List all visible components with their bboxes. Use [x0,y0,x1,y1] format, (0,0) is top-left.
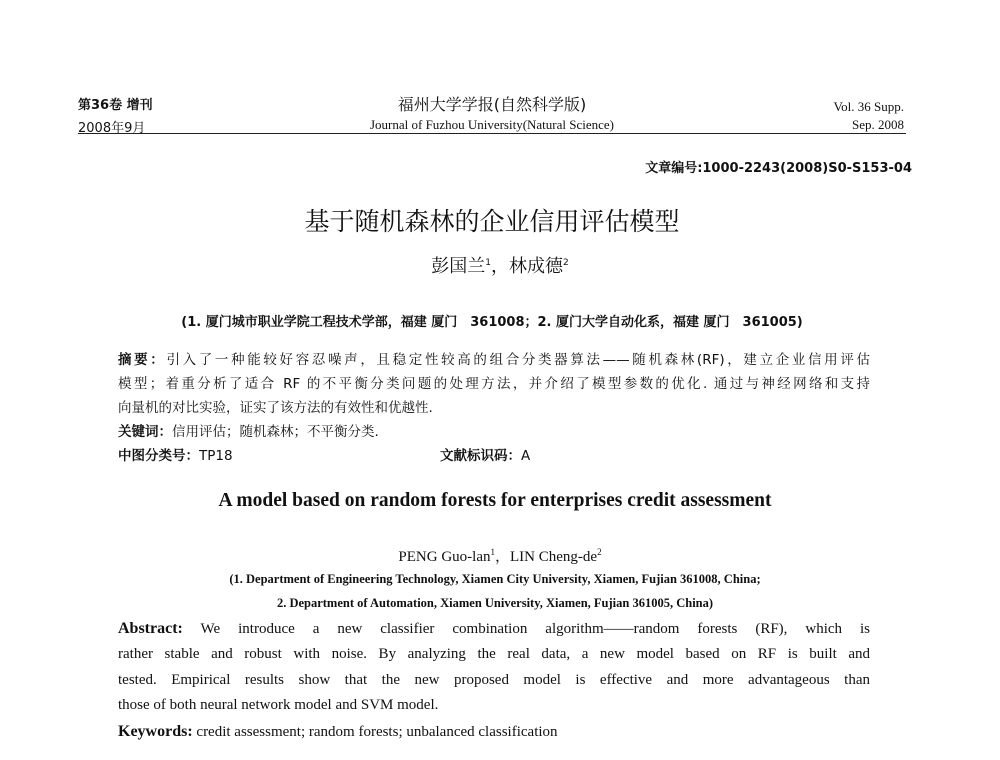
clc-number [118,444,233,464]
separator: ， [495,549,511,565]
abstract-line: rather stable and robust with noise. By analyzing the real data, a new model based on RF is built and [118,646,870,662]
abstract-line: tested. Empirical results show that the new proposed model is effective and more advantageous than [118,672,870,688]
article-number: 文章编号:1000-2243(2008)S0-S153-04 [645,161,912,176]
abstract-line [118,620,870,638]
doc-code-label: 文献标识码： [440,448,521,464]
affiliation-marker: 1 [490,547,495,557]
keywords-label: 关键词： [118,424,172,440]
abstract-line: 向量机的对比实验，证实了该方法的有效性和优越性. [118,400,433,416]
header-rule [78,133,906,134]
abstract-text: 引入了一种能较好容忍噪声，且稳定性较高的组合分类器算法——随机森林(RF)，建立企业信用评估 [166,352,870,368]
journal-name-en: Journal of Fuzhou University(Natural Science) [369,117,615,132]
abstract-label: 摘要： [118,352,167,368]
clc-value: TP18 [199,448,233,464]
abstract-line: those of both neural network model and SVM model. [118,697,439,713]
affiliation-marker: 1 [485,258,491,268]
author-name: PENG Guo-lan [398,549,491,565]
abstract-line: 模型；着重分析了适合 RF 的不平衡分类问题的处理方法，并介绍了模型参数的优化. 通过与神经网络和支持 [118,376,870,392]
affiliation-en-1: (1. Department of Engineering Technology, Xiamen City University, Xiamen, Fujian 361008, China; [229,572,761,586]
authors-cn [0,252,1000,278]
issue-date-cn: 2008年9月 [78,121,146,136]
clc-label: 中图分类号： [118,448,199,464]
paper-title-cn: 基于随机森林的企业信用评估模型 [304,207,680,236]
affiliation-marker: 2 [597,547,602,557]
author-name: LIN Cheng-de [510,549,598,565]
keywords-text: 信用评估；随机森林；不平衡分类. [172,424,379,440]
keywords-text: credit assessment; random forests; unbalanced classification [192,724,558,740]
document-code [440,444,530,464]
abstract-label: Abstract: [118,620,183,637]
keywords-cn [118,420,379,440]
affiliation-marker: 2 [563,258,569,268]
separator: ， [491,256,509,277]
authors-en [0,545,1000,566]
volume-info: 第36卷 增刊 [78,98,153,113]
author-name: 林成德 [509,256,563,277]
keywords-label: Keywords: [118,723,193,740]
affiliation-en-2: 2. Department of Automation, Xiamen University, Xiamen, Fujian 361005, China) [276,596,714,610]
abstract-line [118,348,870,368]
issue-date-en: Sep. 2008 [852,117,904,132]
author-name: 彭国兰 [431,256,486,277]
volume-en: Vol. 36 Supp. [833,99,904,114]
journal-name-cn: 福州大学学报(自然科学版) [397,95,587,114]
keywords-en [118,723,558,741]
doc-code-value: A [521,448,531,464]
paper-title-en: A model based on random forests for enterprises credit assessment [218,490,772,511]
affiliation-cn: (1. 厦门城市职业学院工程技术学部，福建 厦门 361008；2. 厦门大学自动化系，福建 厦门 361005) [181,315,803,330]
abstract-text: We introduce a new classifier combination algorithm——random forests (RF), which is [182,621,870,637]
